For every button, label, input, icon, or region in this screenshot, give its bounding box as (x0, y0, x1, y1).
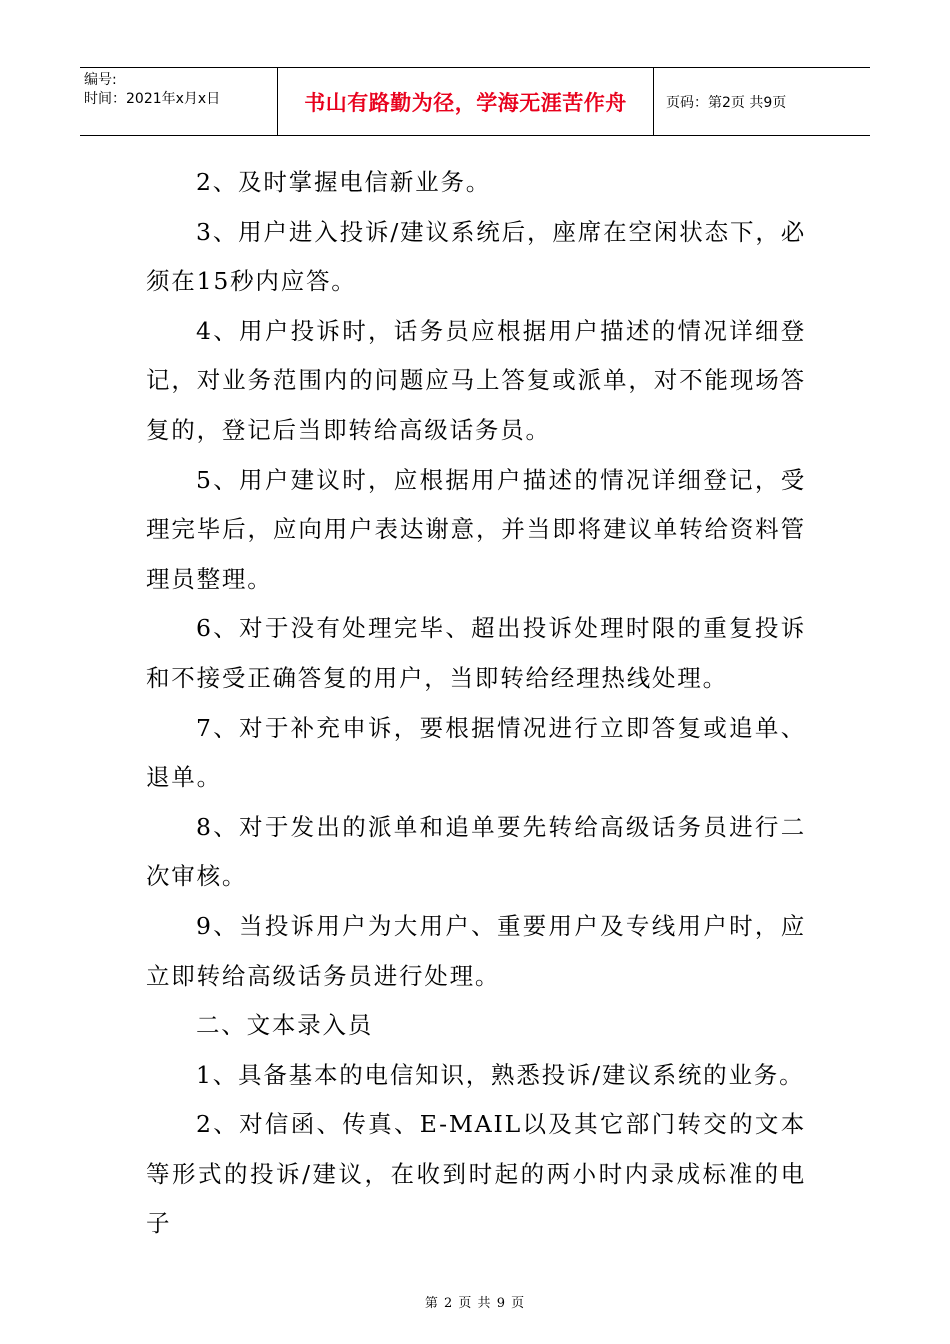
paragraph: 1、具备基本的电信知识，熟悉投诉/建议系统的业务。 (196, 1060, 805, 1089)
paragraph: 2、对信函、传真、E-MAIL以及其它部门转交的文本等形式的投诉/建议，在收到时起的两小时内录成标准的电子 (146, 1110, 806, 1238)
paragraph: 4、用户投诉时，话务员应根据用户描述的情况详细登记，对业务范围内的问题应马上答复或派单，对不能现场答复的，登记后当即转给高级话务员。 (146, 316, 806, 444)
paragraph: 2、及时掌握电信新业务。 (196, 168, 492, 196)
document-body (146, 158, 806, 1249)
paragraph: 6、对于没有处理完毕、超出投诉处理时限的重复投诉和不接受正确答复的用户，当即转给经理热线处理。 (146, 614, 806, 692)
paragraph: 7、对于补充申诉，要根据情况进行立即答复或追单、退单。 (146, 713, 806, 792)
section-heading: 二、文本录入员 (196, 1011, 374, 1040)
header-motto: 书山有路勤为径，学海无涯苦作舟 (278, 68, 654, 135)
paragraph: 3、用户进入投诉/建议系统后，座席在空闲状态下，必须在15秒内应答。 (146, 217, 806, 296)
paragraph: 9、当投诉用户为大用户、重要用户及专线用户时，应立即转给高级话务员进行处理。 (146, 911, 806, 990)
document-date-label: 时间：2021年x月x日 (84, 91, 221, 107)
page-footer: 第 2 页 共 9 页 (424, 1296, 526, 1311)
paragraph: 5、用户建议时，应根据用户描述的情况详细登记，受理完毕后，应向用户表达谢意，并当即将建议单转给资料管理员整理。 (146, 465, 806, 593)
header-meta (80, 68, 278, 135)
page-header (80, 67, 870, 136)
header-page-info: 页码：第2页 共9页 (666, 94, 787, 111)
paragraph: 8、对于发出的派单和追单要先转给高级话务员进行二次审核。 (146, 812, 806, 891)
document-number-label: 编号: (84, 72, 117, 88)
